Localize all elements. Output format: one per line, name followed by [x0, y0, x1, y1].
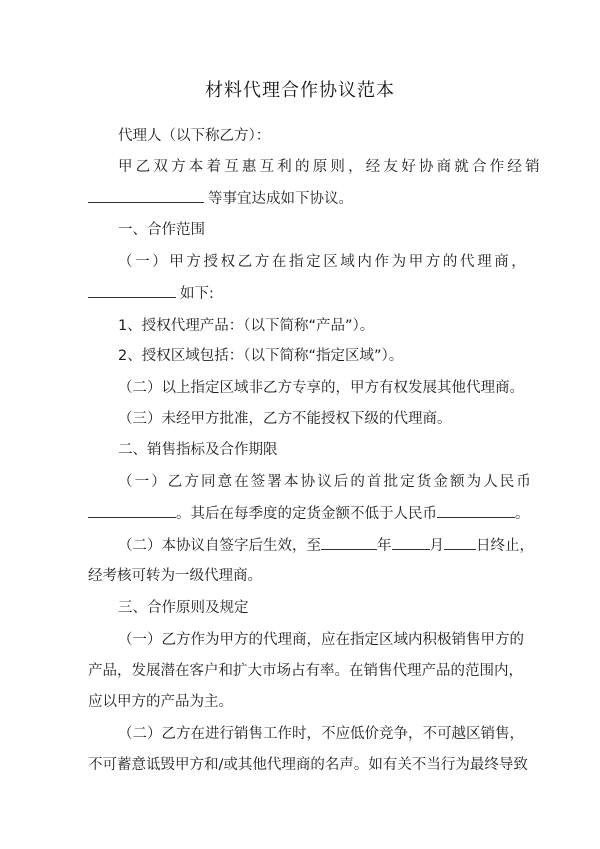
- paragraph-nonexclusive: （二）以上指定区域非乙方专享的，甲方有权发展其他代理商。: [118, 380, 524, 396]
- section-heading-1: 一、合作范围: [118, 222, 205, 238]
- paragraph-intro: 甲乙双方本着互惠互利的原则，经友好协商就合作经销: [118, 159, 543, 175]
- paragraph-sub-agent: （三）未经甲方批准，乙方不能授权下级的代理商。: [118, 411, 452, 427]
- paragraph-text: 。其后在每季度的定货金额不低于人民币: [176, 506, 437, 522]
- blank-line: [88, 503, 176, 518]
- agent-line: 代理人（以下称乙方）：: [118, 128, 271, 144]
- blank-line: [437, 503, 515, 518]
- blank-line: [392, 535, 430, 550]
- paragraph-principle-2-cont: 不可蓄意诋毁甲方和/或其他代理商的名声。如有关不当行为最终导致: [88, 757, 528, 773]
- paragraph-term: [118, 535, 534, 556]
- paragraph-first-order-cont: [88, 503, 530, 524]
- document-title: 材料代理合作协议范本: [205, 80, 395, 101]
- paragraph-principle-1: （一）乙方作为甲方的代理商，应在指定区域内积极销售甲方的: [118, 632, 524, 648]
- paragraph-principle-1-end: 应以甲方的产品为主。: [88, 694, 233, 710]
- blank-line: [88, 283, 176, 298]
- paragraph-principle-1-cont: 产品，发展潜在客户和扩大市场占有率。在销售代理产品的范围内，: [88, 663, 523, 679]
- paragraph-text: 年: [377, 538, 392, 554]
- list-item-region: 2、授权区域包括：（以下简称“指定区域”）。: [118, 348, 404, 364]
- paragraph-text: 。: [515, 506, 530, 522]
- list-item-products: 1、授权代理产品：（以下简称“产品”）。: [118, 318, 375, 334]
- section-heading-3: 三、合作原则及规定: [118, 600, 249, 616]
- paragraph-term-cont: 经考核可转为一级代理商。: [88, 568, 262, 584]
- paragraph-principle-2: （二）乙方在进行销售工作时，不应低价竞争，不可越区销售，: [118, 726, 524, 742]
- paragraph-authorize-cont: [88, 283, 214, 304]
- paragraph-text: 如下:: [180, 286, 214, 302]
- blank-line: [321, 535, 377, 550]
- blank-line: [88, 188, 204, 203]
- paragraph-text: 日终止，: [476, 538, 534, 554]
- paragraph-intro-cont: [88, 188, 353, 209]
- paragraph-authorize: （一）甲方授权乙方在指定区域内作为甲方的代理商，: [118, 254, 529, 270]
- paragraph-text: （二）本协议自签字后生效，至: [118, 538, 321, 554]
- blank-line: [444, 535, 476, 550]
- paragraph-first-order: （一）乙方同意在签署本协议后的首批定货金额为人民币: [118, 474, 533, 490]
- paragraph-text: 月: [429, 538, 444, 554]
- paragraph-text: 等事宜达成如下协议。: [208, 191, 353, 207]
- section-heading-2: 二、销售指标及合作期限: [118, 442, 278, 458]
